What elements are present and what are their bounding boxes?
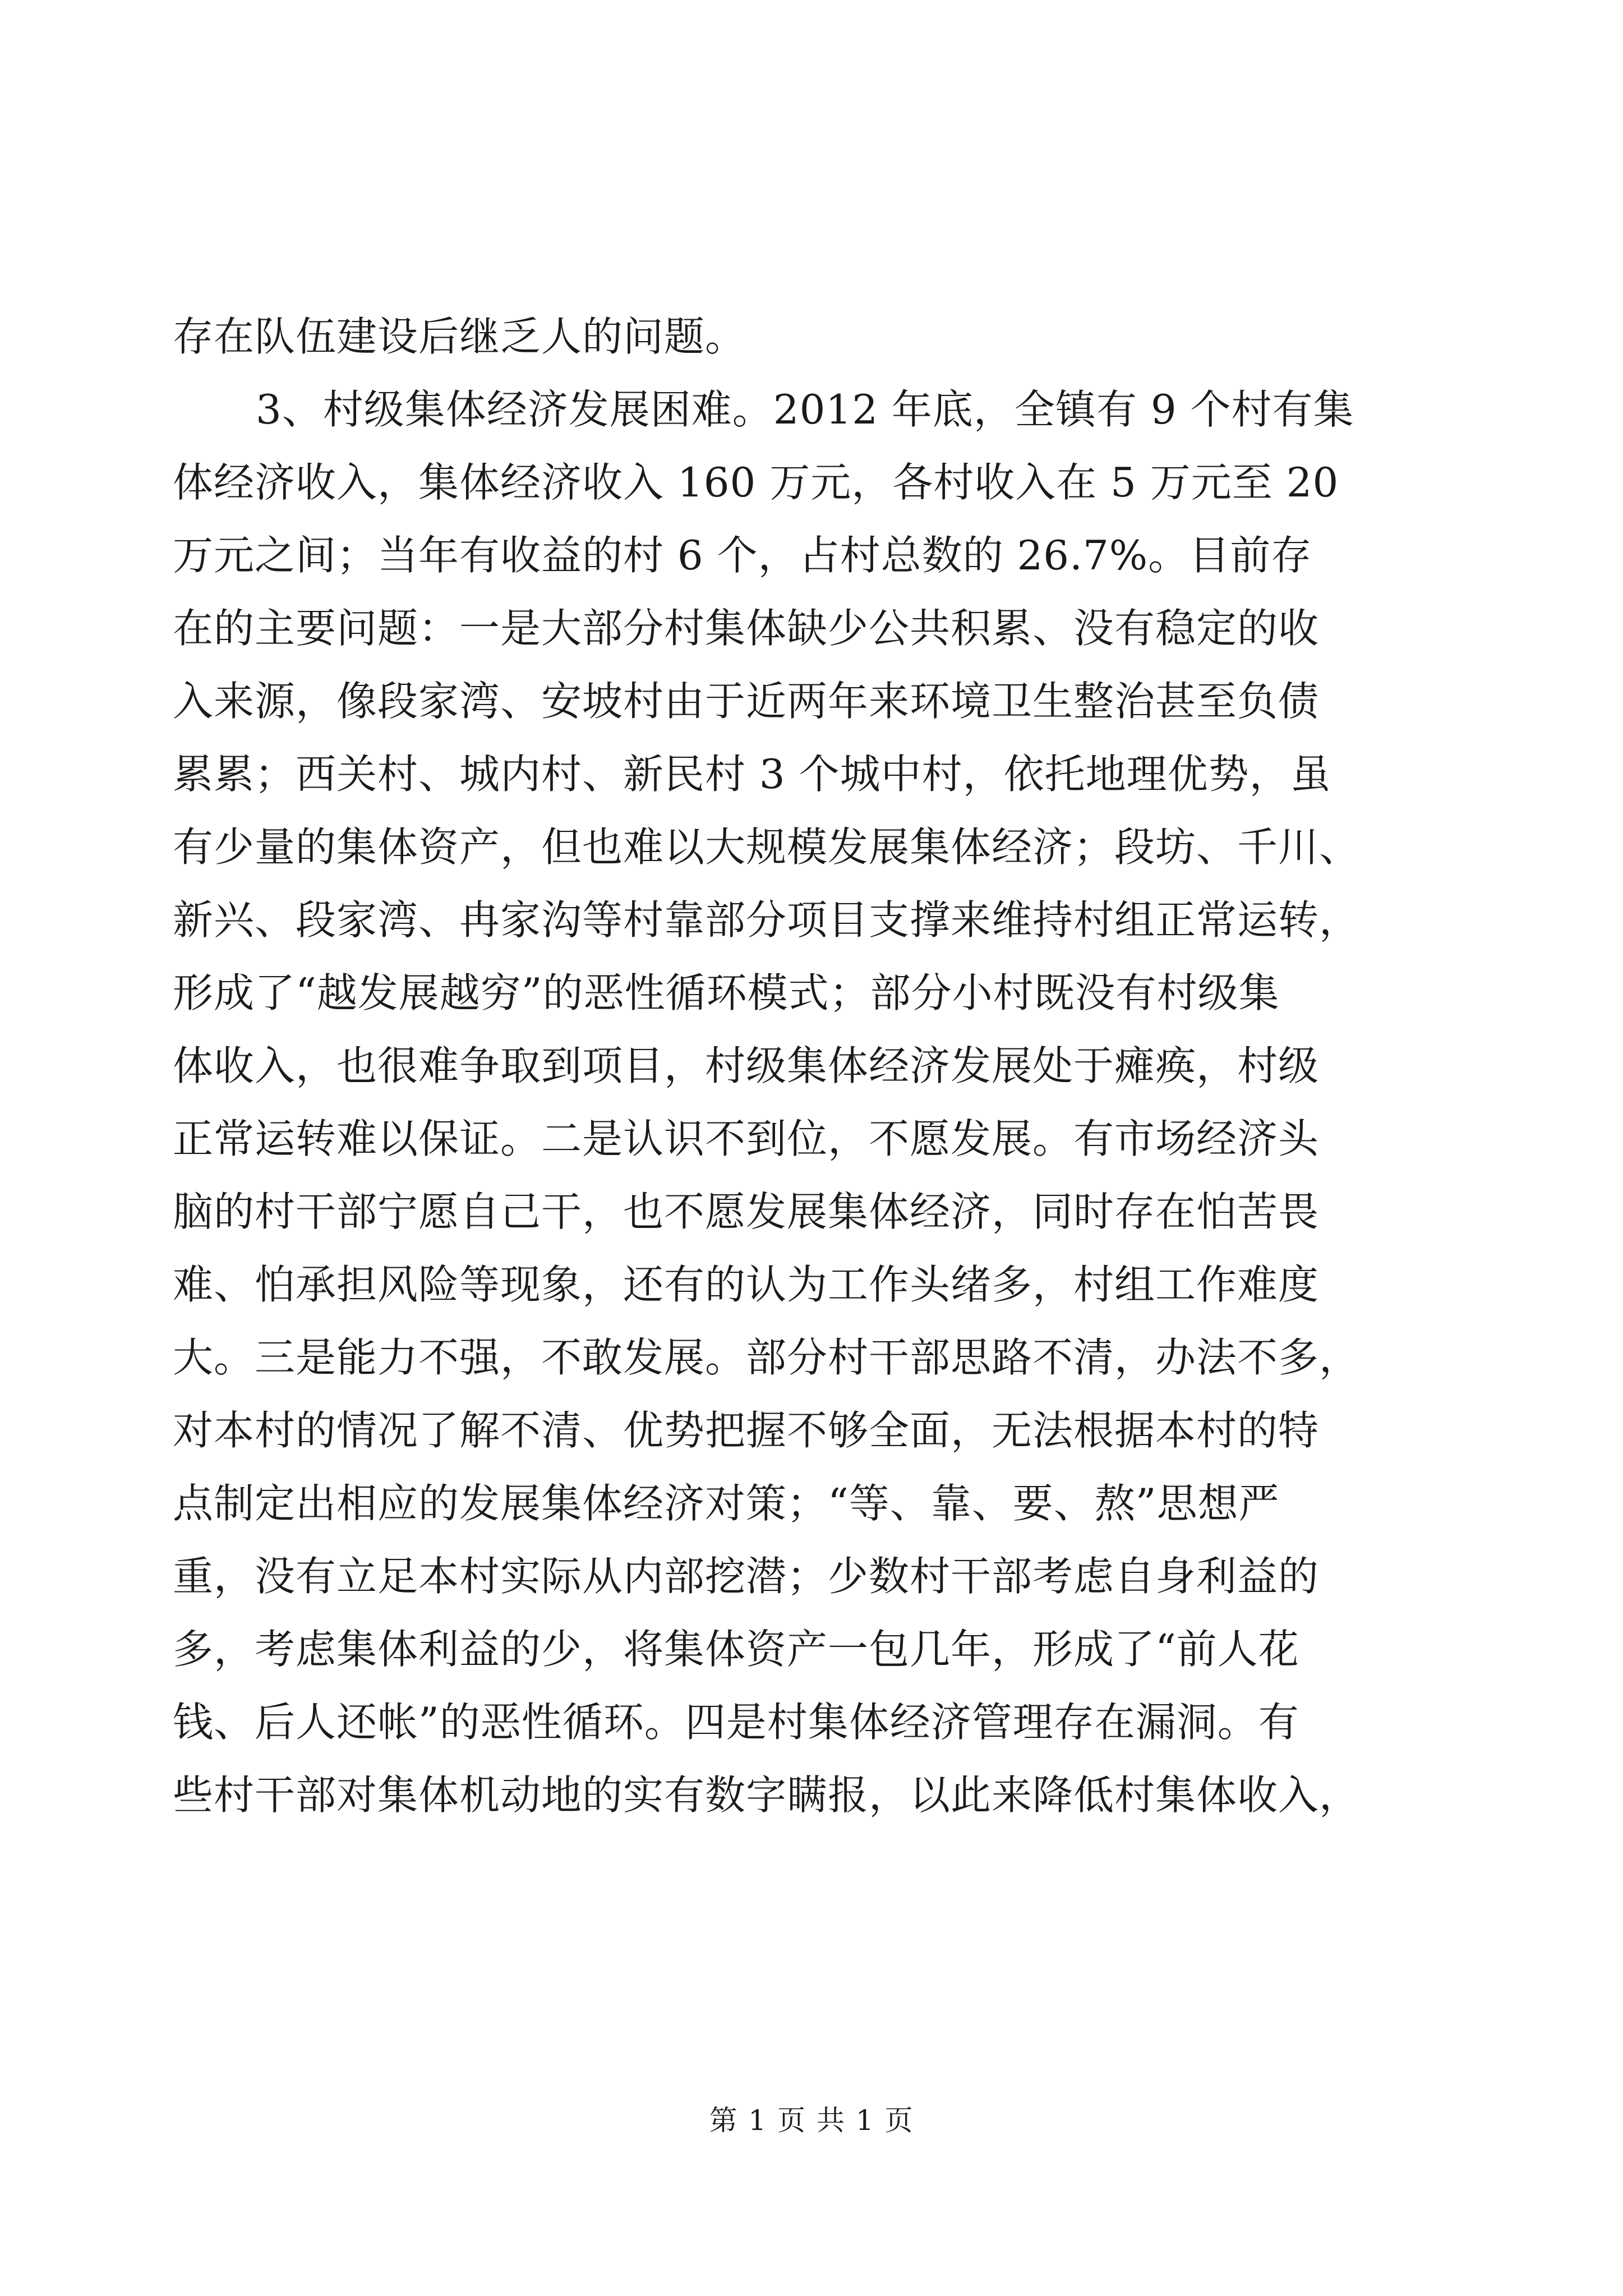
text-line: 累累；西关村、城内村、新民村 3 个城中村，依托地理优势，虽 bbox=[173, 751, 1331, 798]
text-line: 形成了“越发展越穷”的恶性循环模式；部分小村既没有村级集 bbox=[173, 969, 1280, 1016]
text-line: 在的主要问题：一是大部分村集体缺少公共积累、没有稳定的收 bbox=[173, 605, 1320, 652]
text-line: 钱、后人还帐”的恶性循环。四是村集体经济管理存在漏洞。有 bbox=[173, 1699, 1299, 1746]
text-line: 难、怕承担风险等现象，还有的认为工作头绪多，村组工作难度 bbox=[173, 1261, 1320, 1308]
page-footer: 第 1 页 共 1 页 bbox=[709, 2104, 914, 2137]
text-line: 万元之间；当年有收益的村 6 个，占村总数的 26.7%。目前存 bbox=[173, 532, 1312, 579]
text-line: 重，没有立足本村实际从内部挖潜；少数村干部考虑自身利益的 bbox=[173, 1553, 1320, 1600]
text-line: 脑的村干部宁愿自己干，也不愿发展集体经济，同时存在怕苦畏 bbox=[173, 1188, 1320, 1235]
text-line: 存在队伍建设后继乏人的问题。 bbox=[173, 313, 746, 360]
text-line: 对本村的情况了解不清、优势把握不够全面，无法根据本村的特 bbox=[173, 1407, 1320, 1454]
text-line: 大。三是能力不强，不敢发展。部分村干部思路不清，办法不多， bbox=[173, 1334, 1361, 1381]
text-line: 3、村级集体经济发展困难。2012 年底，全镇有 9 个村有集 bbox=[256, 386, 1354, 433]
text-line: 体经济收入，集体经济收入 160 万元，各村收入在 5 万元至 20 bbox=[173, 459, 1339, 506]
text-line: 正常运转难以保证。二是认识不到位，不愿发展。有市场经济头 bbox=[173, 1115, 1320, 1162]
text-line: 入来源，像段家湾、安坡村由于近两年来环境卫生整治甚至负债 bbox=[173, 678, 1320, 725]
text-line: 多，考虑集体利益的少，将集体资产一包几年，形成了“前人花 bbox=[173, 1626, 1299, 1673]
text-line: 新兴、段家湾、冉家沟等村靠部分项目支撑来维持村组正常运转， bbox=[173, 896, 1361, 944]
text-line: 有少量的集体资产，但也难以大规模发展集体经济；段坊、千川、 bbox=[173, 823, 1361, 871]
text-line: 体收入，也很难争取到项目，村级集体经济发展处于瘫痪，村级 bbox=[173, 1042, 1320, 1089]
text-line: 些村干部对集体机动地的实有数字瞒报，以此来降低村集体收入， bbox=[173, 1772, 1361, 1819]
text-line: 点制定出相应的发展集体经济对策；“等、靠、要、熬”思想严 bbox=[173, 1480, 1280, 1527]
